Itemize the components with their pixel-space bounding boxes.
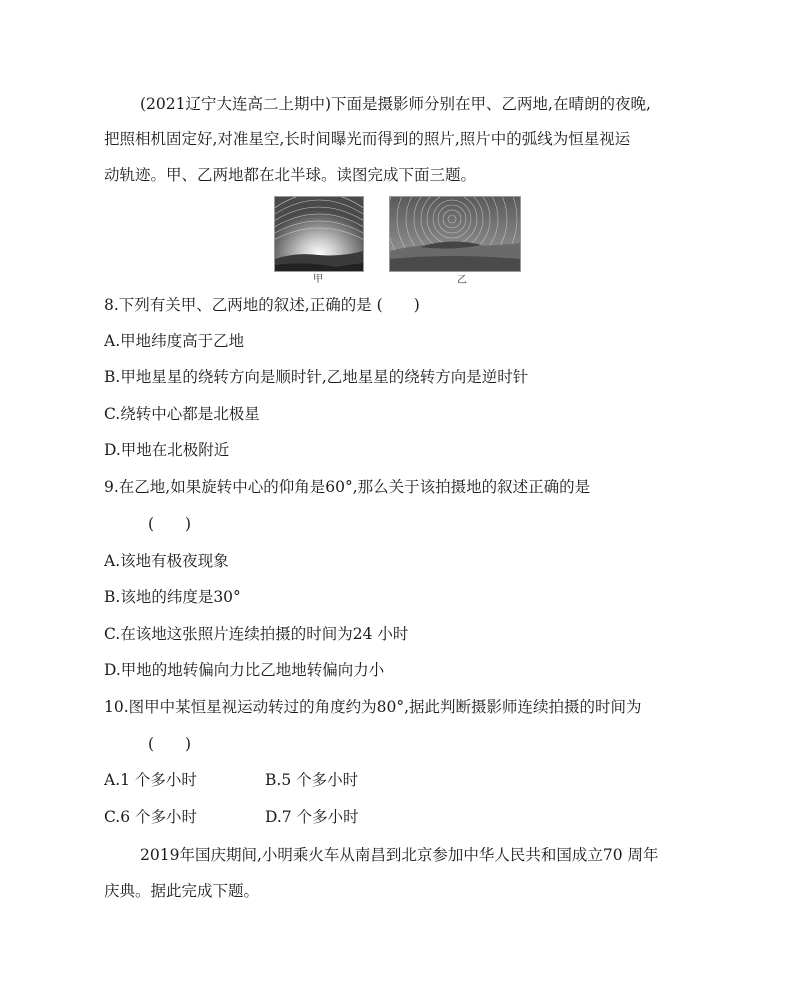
next-passage-line-1: 2019年国庆期间,小明乘火车从南昌到北京参加中华人民共和国成立70 周年 [140, 846, 659, 864]
q10-option-a[interactable]: A.1 个多小时 [104, 771, 197, 789]
intro-line-3: 动轨迹。甲、乙两地都在北半球。读图完成下面三题。 [104, 166, 477, 184]
q10-stem: 10.图甲中某恒星视运动转过的角度约为80°,据此判断摄影师连续拍摄的时间为 [104, 698, 642, 716]
q9-option-a[interactable]: A.该地有极夜现象 [104, 552, 229, 570]
next-passage-line-2: 庆典。据此完成下题。 [104, 882, 260, 900]
q9-option-d[interactable]: D.甲地的地转偏向力比乙地地转偏向力小 [104, 661, 385, 679]
q10-option-d[interactable]: D.7 个多小时 [265, 808, 359, 826]
q8-option-a[interactable]: A.甲地纬度高于乙地 [104, 332, 245, 350]
q10-option-b[interactable]: B.5 个多小时 [265, 771, 359, 789]
q8-option-d[interactable]: D.甲地在北极附近 [104, 441, 230, 459]
star-trail-image-yi [390, 197, 520, 271]
star-trail-photo-jia [274, 196, 364, 272]
q8-option-c[interactable]: C.绕转中心都是北极星 [104, 405, 260, 423]
q8-option-b[interactable]: B.甲地星星的绕转方向是顺时针,乙地星星的绕转方向是逆时针 [104, 368, 529, 386]
q9-option-b[interactable]: B.该地的纬度是30° [104, 588, 241, 606]
q9-option-c[interactable]: C.在该地这张照片连续拍摄的时间为24 小时 [104, 625, 409, 643]
q9-answer-paren: ( ) [148, 515, 192, 533]
q10-options-row-1 [104, 770, 504, 790]
intro-line-1: (2021辽宁大连高二上期中)下面是摄影师分别在甲、乙两地,在晴朗的夜晚, [140, 95, 651, 113]
q10-options-row-2 [104, 807, 504, 827]
q8-stem: 8.下列有关甲、乙两地的叙述,正确的是 ( ) [104, 296, 420, 314]
q10-answer-paren: ( ) [148, 735, 192, 753]
intro-line-2: 把照相机固定好,对准星空,长时间曝光而得到的照片,照片中的弧线为恒星视运 [104, 130, 631, 148]
caption-yi: 乙 [457, 275, 467, 286]
star-trail-image-jia [275, 197, 363, 271]
caption-jia: 甲 [313, 274, 323, 285]
q9-stem: 9.在乙地,如果旋转中心的仰角是60°,那么关于该拍摄地的叙述正确的是 [104, 478, 591, 496]
star-trail-photo-yi [389, 196, 521, 272]
q10-option-c[interactable]: C.6 个多小时 [104, 808, 198, 826]
